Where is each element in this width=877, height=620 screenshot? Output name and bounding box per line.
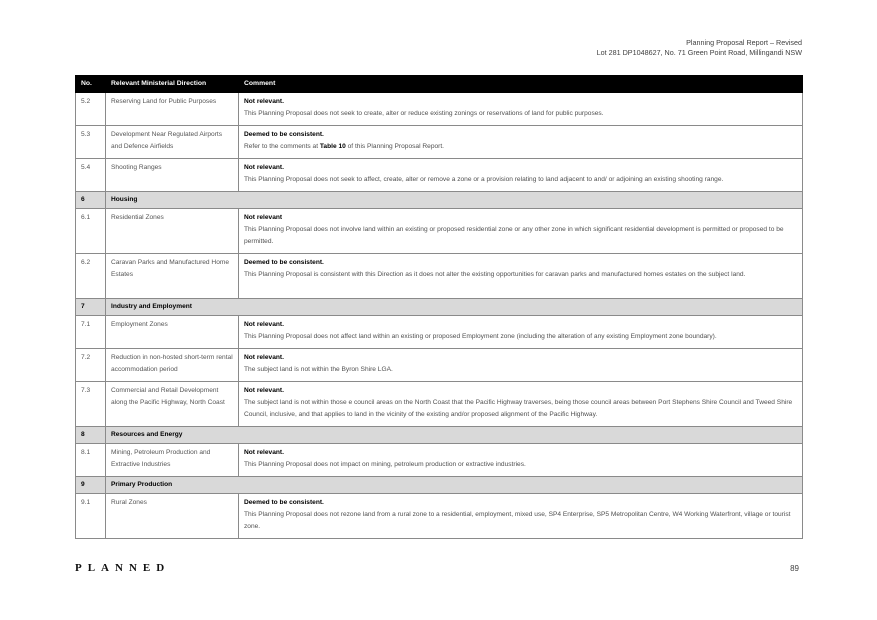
ministerial-directions-table [75,75,803,539]
direction-name: Caravan Parks and Manufactured Home Estates [106,254,239,299]
table-row [76,382,803,427]
section-row [76,192,803,209]
section-row [76,299,803,316]
section-title: Primary Production [106,477,803,494]
table-row [76,93,803,126]
section-row [76,427,803,444]
direction-name: Reduction in non-hosted short-term rental accommodation period [106,349,239,382]
table-row [76,444,803,477]
direction-name: Rural Zones [106,494,239,539]
planned-logo: PLANNED [75,562,171,574]
verdict: Deemed to be consistent. [244,259,324,266]
comment-text: This Planning Proposal does not rezone land from a rural zone to a residential, employment, mixed use, SP4 Enterprise, SP5 Metropolitan Centre, W4 Working Waterfront, village or tourist zone. [244,511,791,530]
comment-cell [239,159,803,192]
section-title: Industry and Employment [106,299,803,316]
comment-cell [239,349,803,382]
table-row [76,494,803,539]
section-number: 6 [76,192,106,209]
row-number: 6.1 [76,209,106,254]
verdict: Not relevant. [244,449,284,456]
verdict: Deemed to be consistent. [244,499,324,506]
table-row [76,349,803,382]
row-number: 7.3 [76,382,106,427]
comment-cell [239,209,803,254]
section-row [76,477,803,494]
comment-text: This Planning Proposal does not involve land within an existing or proposed residential zone or any other zone in which significant residential development is permitted or proposed to be permitted. [244,226,784,245]
column-header-comment: Comment [239,76,803,93]
comment-text: This Planning Proposal does not affect land within an existing or proposed Employment zone (including the alteration of any existing Employment zone boundary). [244,333,717,340]
section-number: 9 [76,477,106,494]
section-title: Housing [106,192,803,209]
comment-cell [239,254,803,299]
comment-text [244,141,797,153]
table-row [76,209,803,254]
table-row [76,254,803,299]
comment-cell [239,382,803,427]
comment-text: This Planning Proposal does not impact on mining, petroleum production or extractive industries. [244,461,526,468]
table-row [76,316,803,349]
column-header-no: No. [76,76,106,93]
row-number: 9.1 [76,494,106,539]
verdict: Not relevant. [244,387,284,394]
direction-name: Residential Zones [106,209,239,254]
comment-cell [239,444,803,477]
row-number: 5.4 [76,159,106,192]
comment-cell [239,126,803,159]
verdict: Not relevant. [244,354,284,361]
comment-text: This Planning Proposal does not seek to affect, create, alter or remove a zone or a provision relating to land adjacent to and/ or adjoining an existing shooting range. [244,176,724,183]
header-address: Lot 281 DP1048627, No. 71 Green Point Road, Millingandi NSW [596,48,802,57]
verdict: Deemed to be consistent. [244,131,324,138]
section-title: Resources and Energy [106,427,803,444]
direction-name: Development Near Regulated Airports and Defence Airfields [106,126,239,159]
comment-text: The subject land is not within those e council areas on the North Coast that the Pacific Highway traverses, being those council areas between Port Stephens Shire Council and Tweed Shire Council, inclusive, and that applies to land in the vicinity of the existing and/or proposed alignment of the Pacific Highway. [244,399,793,418]
table-row [76,126,803,159]
row-number: 5.3 [76,126,106,159]
page-number: 89 [790,564,799,573]
row-number: 7.1 [76,316,106,349]
page-header [597,38,802,58]
section-number: 8 [76,427,106,444]
row-number: 5.2 [76,93,106,126]
comment-text-pre: Refer to the comments at [244,143,320,150]
comment-cell [239,93,803,126]
row-number: 6.2 [76,254,106,299]
column-header-direction: Relevant Ministerial Direction [106,76,239,93]
table-row [76,159,803,192]
comment-cell [239,494,803,539]
verdict: Not relevant. [244,164,284,171]
table-header-row [76,76,803,93]
direction-name: Mining, Petroleum Production and Extractive Industries [106,444,239,477]
comment-text: The subject land is not within the Byron Shire LGA. [244,366,393,373]
comment-text: This Planning Proposal is consistent with this Direction as it does not alter the existing opportunities for caravan parks and manufactured homes estates on the subject land. [244,271,746,278]
header-title: Planning Proposal Report – Revised [686,38,802,47]
comment-text-post: of this Planning Proposal Report. [345,143,445,150]
direction-name: Reserving Land for Public Purposes [106,93,239,126]
section-number: 7 [76,299,106,316]
verdict: Not relevant. [244,98,284,105]
verdict: Not relevant. [244,321,284,328]
row-number: 8.1 [76,444,106,477]
direction-name: Commercial and Retail Development along the Pacific Highway, North Coast [106,382,239,427]
comment-text: This Planning Proposal does not seek to create, alter or reduce existing zonings or reservations of land for public purposes. [244,110,604,117]
row-number: 7.2 [76,349,106,382]
table-reference: Table 10 [319,143,346,150]
verdict: Not relevant [244,214,283,221]
direction-name: Shooting Ranges [106,159,239,192]
comment-cell [239,316,803,349]
direction-name: Employment Zones [106,316,239,349]
